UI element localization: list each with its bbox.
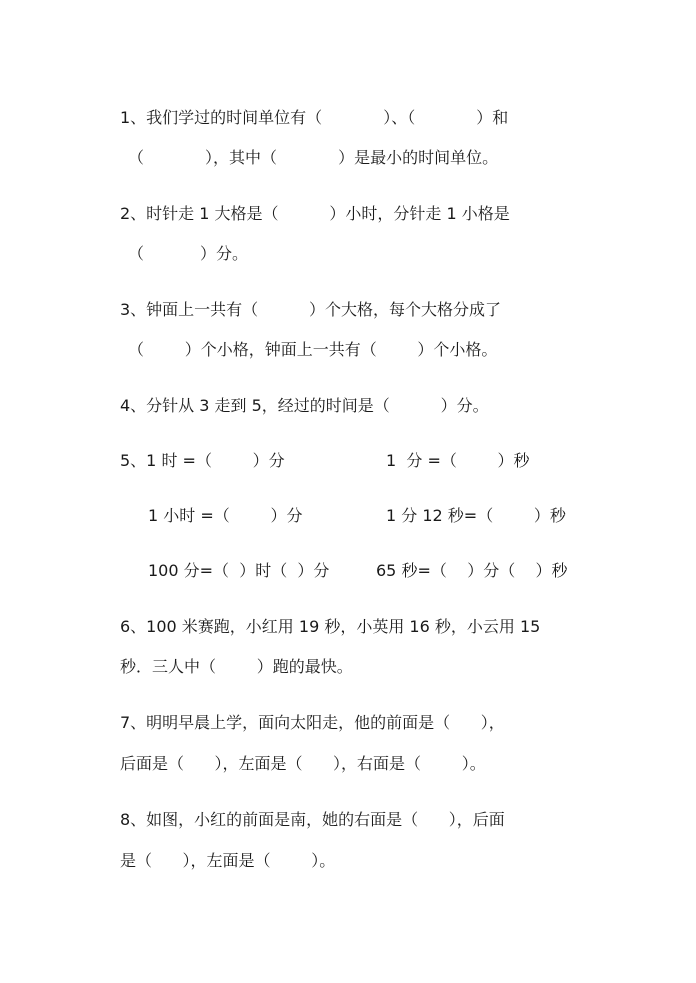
question-3-line-2: （ ）个小格，钟面上一共有（ ）个小格。: [128, 340, 498, 359]
question-5-row-1-right: 1 分 =（ ）秒: [386, 451, 530, 470]
question-5-row-2: [0, 501, 696, 531]
question-2-line-2: （ ）分。: [128, 244, 248, 263]
question-7-line-1: 7、明明早晨上学，面向太阳走，他的前面是（ ），: [120, 713, 505, 732]
question-4-line-1: 4、分针从 3 走到 5，经过的时间是（ ）分。: [120, 396, 489, 415]
question-6-line-2: 秒．三人中（ ）跑的最快。: [120, 657, 353, 676]
question-5-row-3: [0, 556, 696, 586]
question-1-line-1: 1、我们学过的时间单位有（ ）、（ ）和: [120, 108, 509, 127]
question-5-row-1-left: 5、1 时 =（ ）分: [120, 451, 285, 470]
question-5-row-2-right: 1 分 12 秒=（ ）秒: [386, 506, 566, 525]
question-5-row-3-left: 100 分=（ ）时（ ）分: [148, 561, 330, 580]
question-2-line-1: 2、时针走 1 大格是（ ）小时，分针走 1 小格是: [120, 204, 510, 223]
question-5-row-3-right: 65 秒=（ ）分（ ）秒: [376, 561, 568, 580]
question-3-line-1: 3、钟面上一共有（ ）个大格，每个大格分成了: [120, 300, 502, 319]
question-7-line-2: 后面是（ ），左面是（ ），右面是（ ）。: [120, 754, 486, 773]
question-8-line-1: 8、如图，小红的前面是南，她的右面是（ ），后面: [120, 810, 505, 829]
question-1-line-2: （ ），其中（ ）是最小的时间单位。: [128, 148, 499, 167]
question-6-line-1: 6、100 米赛跑，小红用 19 秒，小英用 16 秒，小云用 15: [120, 617, 541, 636]
question-5-row-2-left: 1 小时 =（ ）分: [148, 506, 303, 525]
question-5-row-1: [0, 446, 696, 476]
question-8-line-2: 是（ ），左面是（ ）。: [120, 851, 336, 870]
